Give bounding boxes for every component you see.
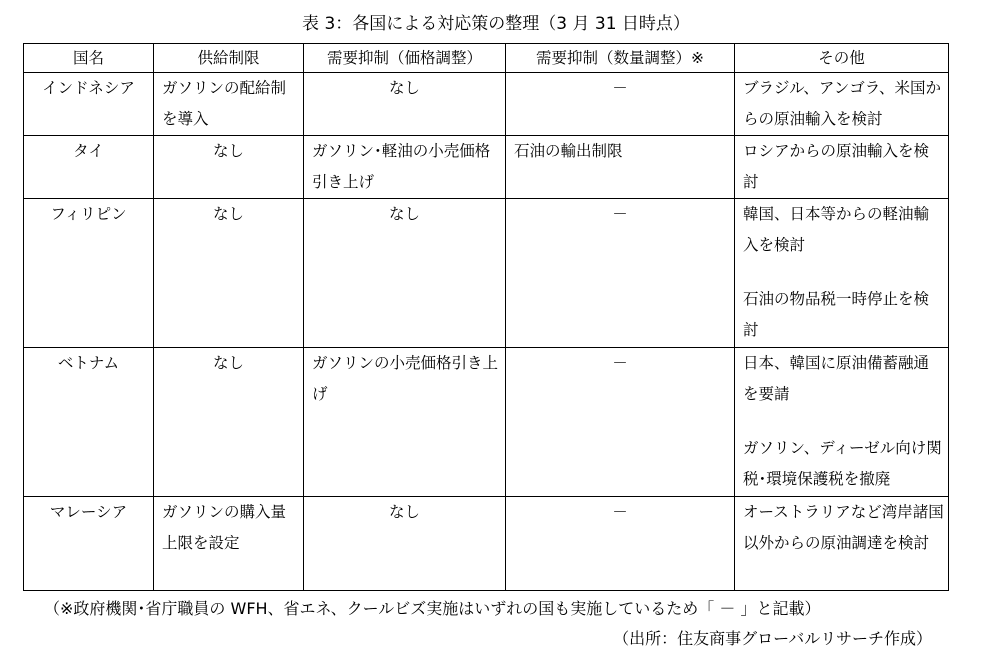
table-row [24,497,949,591]
source-note: （出所：住友商事グローバルリサーチ作成） [613,629,932,648]
table-row [24,73,949,136]
table-row [24,348,949,497]
quantity-cell: － [506,73,735,136]
price-cell: ガソリン･軽油の小売価格引き上げ [304,136,506,199]
other-cell [735,73,949,136]
other-item: ブラジル、アンゴラ、米国からの原油輸入を検討 [743,79,942,128]
header-other: その他 [735,44,949,73]
price-cell: なし [304,497,506,591]
header-supply-restriction: 供給制限 [154,44,304,73]
other-item: ロシアからの原油輸入を検討 [743,142,930,191]
header-row [24,44,949,73]
country-cell: インドネシア [24,73,154,136]
country-cell: フィリピン [24,199,154,348]
other-cell [735,348,949,497]
supply-cell: なし [154,199,304,348]
header-country: 国名 [24,44,154,73]
quantity-cell: － [506,199,735,348]
other-cell [735,136,949,199]
footnote: （※政府機関･省庁職員の WFH、省エネ、クールビズ実施はいずれの国も実施しているため「 － 」と記載） [44,599,821,618]
supply-cell: なし [154,348,304,497]
table-title: 表 3：各国による対応策の整理（3 月 31 日時点） [302,14,690,34]
country-cell: タイ [24,136,154,199]
quantity-cell: － [506,348,735,497]
table-row [24,199,949,348]
quantity-cell: 石油の輸出制限 [506,136,735,199]
other-item: 石油の物品税一時停止を検討 [743,290,930,339]
country-cell: ベトナム [24,348,154,497]
other-cell [735,497,949,591]
header-demand-price: 需要抑制（価格調整） [304,44,506,73]
price-cell: なし [304,199,506,348]
country-cell: マレーシア [24,497,154,591]
other-item: ガソリン、ディーゼル向け関税･環境保護税を撤廃 [743,439,942,488]
price-cell: なし [304,73,506,136]
other-item: 日本、韓国に原油備蓄融通を要請 [743,354,930,403]
other-item: 韓国、日本等からの軽油輸入を検討 [743,205,930,254]
supply-cell: ガソリンの配給制を導入 [154,73,304,136]
supply-cell: ガソリンの購入量上限を設定 [154,497,304,591]
table-row [24,136,949,199]
countermeasures-table [23,43,949,591]
quantity-cell: － [506,497,735,591]
other-item: オーストラリアなど湾岸諸国以外からの原油調達を検討 [743,503,944,552]
price-cell: ガソリンの小売価格引き上げ [304,348,506,497]
other-cell [735,199,949,348]
header-demand-quantity: 需要抑制（数量調整）※ [506,44,735,73]
supply-cell: なし [154,136,304,199]
